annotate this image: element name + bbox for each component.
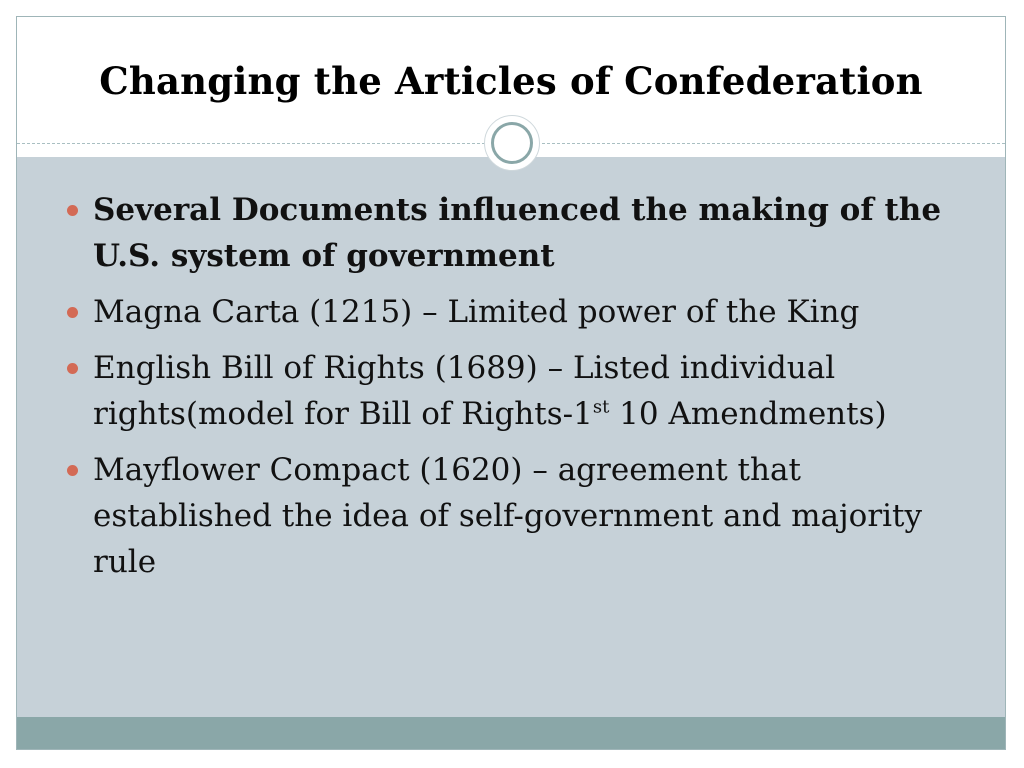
bullet-item bbox=[63, 187, 963, 279]
slide-title: Changing the Articles of Confederation bbox=[99, 59, 923, 103]
bullet-dot-icon bbox=[67, 307, 78, 318]
bullet-text-continued: 10 Amendments) bbox=[609, 396, 887, 432]
bullet-item bbox=[63, 345, 963, 437]
bullet-text: Several Documents influenced the making of the U.S. system of government bbox=[93, 192, 942, 274]
bullet-item bbox=[63, 447, 963, 585]
bullet-text: Mayflower Compact (1620) – agreement that established the idea of self-government and majority rule bbox=[93, 452, 923, 580]
bullet-dot-icon bbox=[67, 205, 78, 216]
footer-band bbox=[17, 717, 1005, 750]
bullet-list bbox=[63, 187, 963, 595]
slide bbox=[16, 16, 1006, 750]
bullet-item bbox=[63, 289, 963, 335]
bullet-text: Magna Carta (1215) – Limited power of the King bbox=[93, 294, 860, 330]
decorative-ring-icon bbox=[491, 122, 533, 164]
bullet-dot-icon bbox=[67, 465, 78, 476]
bullet-dot-icon bbox=[67, 363, 78, 374]
ordinal-superscript: st bbox=[592, 396, 610, 418]
bullet-text: English Bill of Rights (1689) – Listed individual rights(model for Bill of Rights-1 bbox=[93, 350, 836, 432]
